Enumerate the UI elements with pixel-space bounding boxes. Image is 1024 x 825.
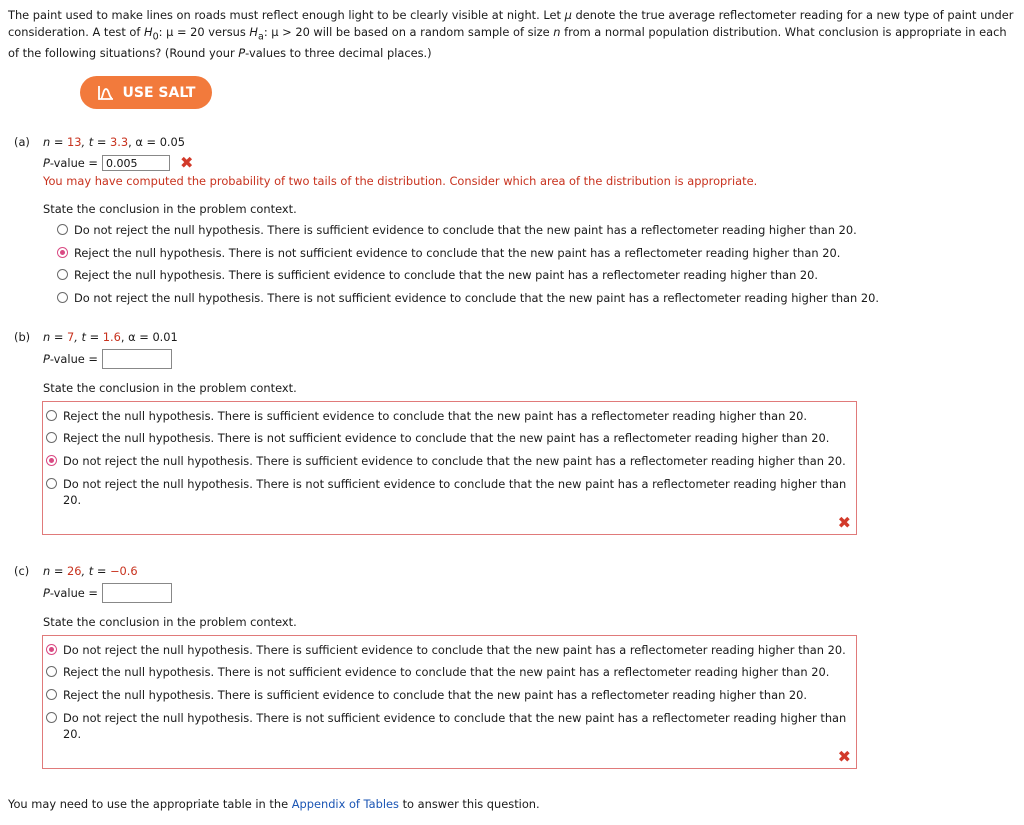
part-c-option-3[interactable]: Reject the null hypothesis. There is sufficient evidence to conclude that the new paint has a reflectometer reading higher than 20.	[46, 687, 807, 703]
radio-button-selected[interactable]	[46, 644, 57, 655]
part-c-option-2[interactable]: Reject the null hypothesis. There is not sufficient evidence to conclude that the new paint has a reflectometer reading higher than 20.	[46, 664, 829, 680]
part-b-context-label: State the conclusion in the problem context.	[43, 381, 297, 395]
part-b-option-2[interactable]: Reject the null hypothesis. There is not sufficient evidence to conclude that the new paint has a reflectometer reading higher than 20.	[46, 430, 829, 446]
pvalue-label: P-value =	[43, 586, 98, 600]
incorrect-icon: ✖	[837, 513, 851, 532]
salt-chart-icon	[97, 85, 115, 101]
part-b-pvalue-row	[43, 349, 172, 369]
part-c-context-label: State the conclusion in the problem context.	[43, 615, 297, 629]
part-c-givens: n = 26, t = −0.6	[43, 564, 138, 578]
part-a-label: (a)	[14, 135, 30, 149]
radio-button[interactable]	[46, 410, 57, 421]
incorrect-icon: ✖	[837, 747, 851, 766]
part-a-option-1[interactable]: Do not reject the null hypothesis. There is sufficient evidence to conclude that the new paint has a reflectometer reading higher than 20.	[57, 222, 857, 238]
part-a-pvalue-input[interactable]	[102, 155, 170, 171]
radio-button[interactable]	[46, 478, 57, 489]
part-c-option-4[interactable]: Do not reject the null hypothesis. There is not sufficient evidence to conclude that the new paint has a reflectometer reading higher than 20.	[46, 710, 851, 742]
part-c-pvalue-row	[43, 583, 172, 603]
radio-button[interactable]	[57, 224, 68, 235]
part-b-label: (b)	[14, 330, 31, 344]
use-salt-label: USE SALT	[122, 84, 196, 101]
radio-button[interactable]	[46, 689, 57, 700]
radio-button[interactable]	[46, 712, 57, 723]
part-c-option-1[interactable]: Do not reject the null hypothesis. There is sufficient evidence to conclude that the new paint has a reflectometer reading higher than 20.	[46, 642, 846, 658]
part-c-pvalue-input[interactable]	[102, 583, 172, 603]
part-a-context-label: State the conclusion in the problem context.	[43, 202, 297, 216]
radio-button[interactable]	[46, 432, 57, 443]
radio-button-selected[interactable]	[57, 247, 68, 258]
part-a-pvalue-row	[43, 155, 193, 171]
part-b-option-1[interactable]: Reject the null hypothesis. There is sufficient evidence to conclude that the new paint has a reflectometer reading higher than 20.	[46, 408, 807, 424]
part-a-hint: You may have computed the probability of two tails of the distribution. Consider which area of the distribution is appropriate.	[43, 174, 758, 188]
part-b-option-4[interactable]: Do not reject the null hypothesis. There is not sufficient evidence to conclude that the new paint has a reflectometer reading higher than 20.	[46, 476, 851, 508]
pvalue-label: P-value =	[43, 156, 98, 170]
part-a-givens: n = 13, t = 3.3, α = 0.05	[43, 135, 186, 149]
incorrect-icon: ✖	[179, 153, 194, 172]
part-a-option-4[interactable]: Do not reject the null hypothesis. There is not sufficient evidence to conclude that the new paint has a reflectometer reading higher than 20.	[57, 290, 879, 306]
part-b-givens: n = 7, t = 1.6, α = 0.01	[43, 330, 178, 344]
part-a-option-2[interactable]: Reject the null hypothesis. There is not sufficient evidence to conclude that the new paint has a reflectometer reading higher than 20.	[57, 245, 840, 261]
part-b-option-3[interactable]: Do not reject the null hypothesis. There is sufficient evidence to conclude that the new paint has a reflectometer reading higher than 20.	[46, 453, 846, 469]
radio-button[interactable]	[57, 292, 68, 303]
part-a-option-3[interactable]: Reject the null hypothesis. There is sufficient evidence to conclude that the new paint has a reflectometer reading higher than 20.	[57, 267, 818, 283]
part-c-label: (c)	[14, 564, 30, 578]
footer-note: You may need to use the appropriate table in the Appendix of Tables to answer this question.	[8, 797, 540, 811]
radio-button[interactable]	[46, 666, 57, 677]
pvalue-label: P-value =	[43, 352, 98, 366]
problem-statement: The paint used to make lines on roads must reflect enough light to be clearly visible at night. Let μ denote the true average reflectometer reading for a new type of paint under consideration. A test of $H_0$: μ = 20 versus $H_a$: μ > 20 will be based on a random sample of size n from a normal population distribution. What conclusion is appropriate in each of the following situations? (Round your P-values to three decimal places.)	[8, 8, 1014, 61]
radio-button[interactable]	[57, 269, 68, 280]
use-salt-button[interactable]	[80, 76, 212, 109]
part-b-pvalue-input[interactable]	[102, 349, 172, 369]
appendix-of-tables-link[interactable]: Appendix of Tables	[291, 797, 399, 811]
radio-button-selected[interactable]	[46, 455, 57, 466]
